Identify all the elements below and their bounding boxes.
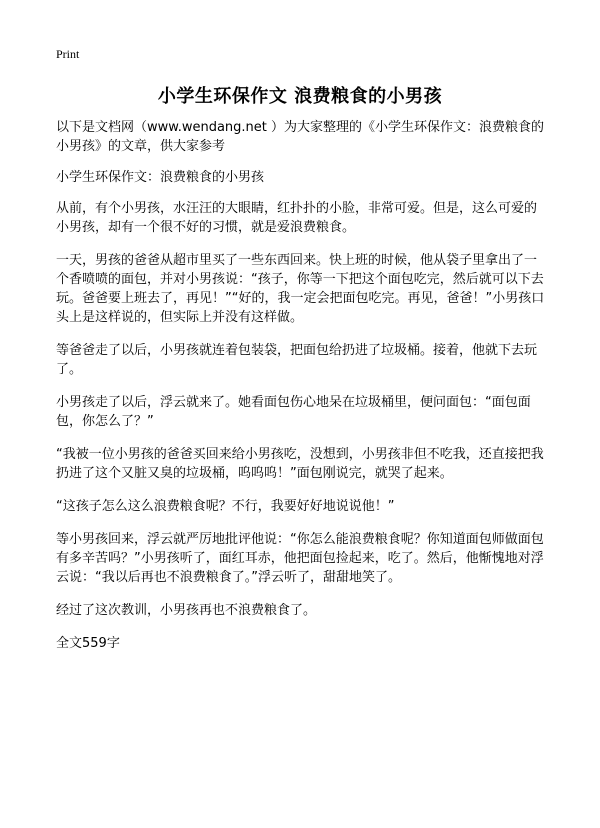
paragraph: 一天，男孩的爸爸从超市里买了一些东西回来。快上班的时候，他从袋子里拿出了一个香喷喷的面包，并对小男孩说：“孩子，你等一下把这个面包吃完，然后就可以下去玩。爸爸要上班去了，再见！”“好的，我一定会把面包吃完。再见，爸爸！”小男孩口头上是这样说的，但实际上并没有这样做。 <box>56 253 545 325</box>
paragraph: “这孩子怎么这么浪费粮食呢？不行，我要好好地说说他！” <box>56 499 395 514</box>
paragraph: 等小男孩回来，浮云就严厉地批评他说：“你怎么能浪费粮食呢？你知道面包师做面包有多辛苦吗？”小男孩听了，面红耳赤，他把面包捡起来，吃了。然后，他惭愧地对浮云说：“我以后再也不浪费粮食了。”浮云听了，甜甜地笑了。 <box>56 532 544 585</box>
article-subtitle: 小学生环保作文：浪费粮食的小男孩 <box>56 170 265 185</box>
paragraph: 从前，有个小男孩，水汪汪的大眼睛，红扑扑的小脸，非常可爱。但是，这么可爱的小男孩，却有一个很不好的习惯，就是爱浪费粮食。 <box>56 201 538 235</box>
paragraph: 经过了这次教训，小男孩再也不浪费粮食了。 <box>56 603 317 618</box>
paragraph: “我被一位小男孩的爸爸买回来给小男孩吃，没想到，小男孩非但不吃我，还直接把我扔进了这个又脏又臭的垃圾桶，呜呜呜！”面包刚说完，就哭了起来。 <box>56 447 544 481</box>
paragraph: 小男孩走了以后，浮云就来了。她看面包伤心地呆在垃圾桶里，便问面包：“面包面包，你怎么了？” <box>56 395 531 429</box>
paragraph: 等爸爸走了以后，小男孩就连着包装袋，把面包给扔进了垃圾桶。接着，他就下去玩了。 <box>56 343 538 377</box>
print-link[interactable]: Print <box>56 47 80 61</box>
document-body <box>56 118 546 667</box>
intro-paragraph: 以下是文档网（www.wendang.net ）为大家整理的《小学生环保作文：浪费粮食的小男孩》的文章，供大家参考 <box>56 120 545 154</box>
word-count: 全文559字 <box>56 636 120 651</box>
page-title: 小学生环保作文 浪费粮食的小男孩 <box>157 86 443 107</box>
